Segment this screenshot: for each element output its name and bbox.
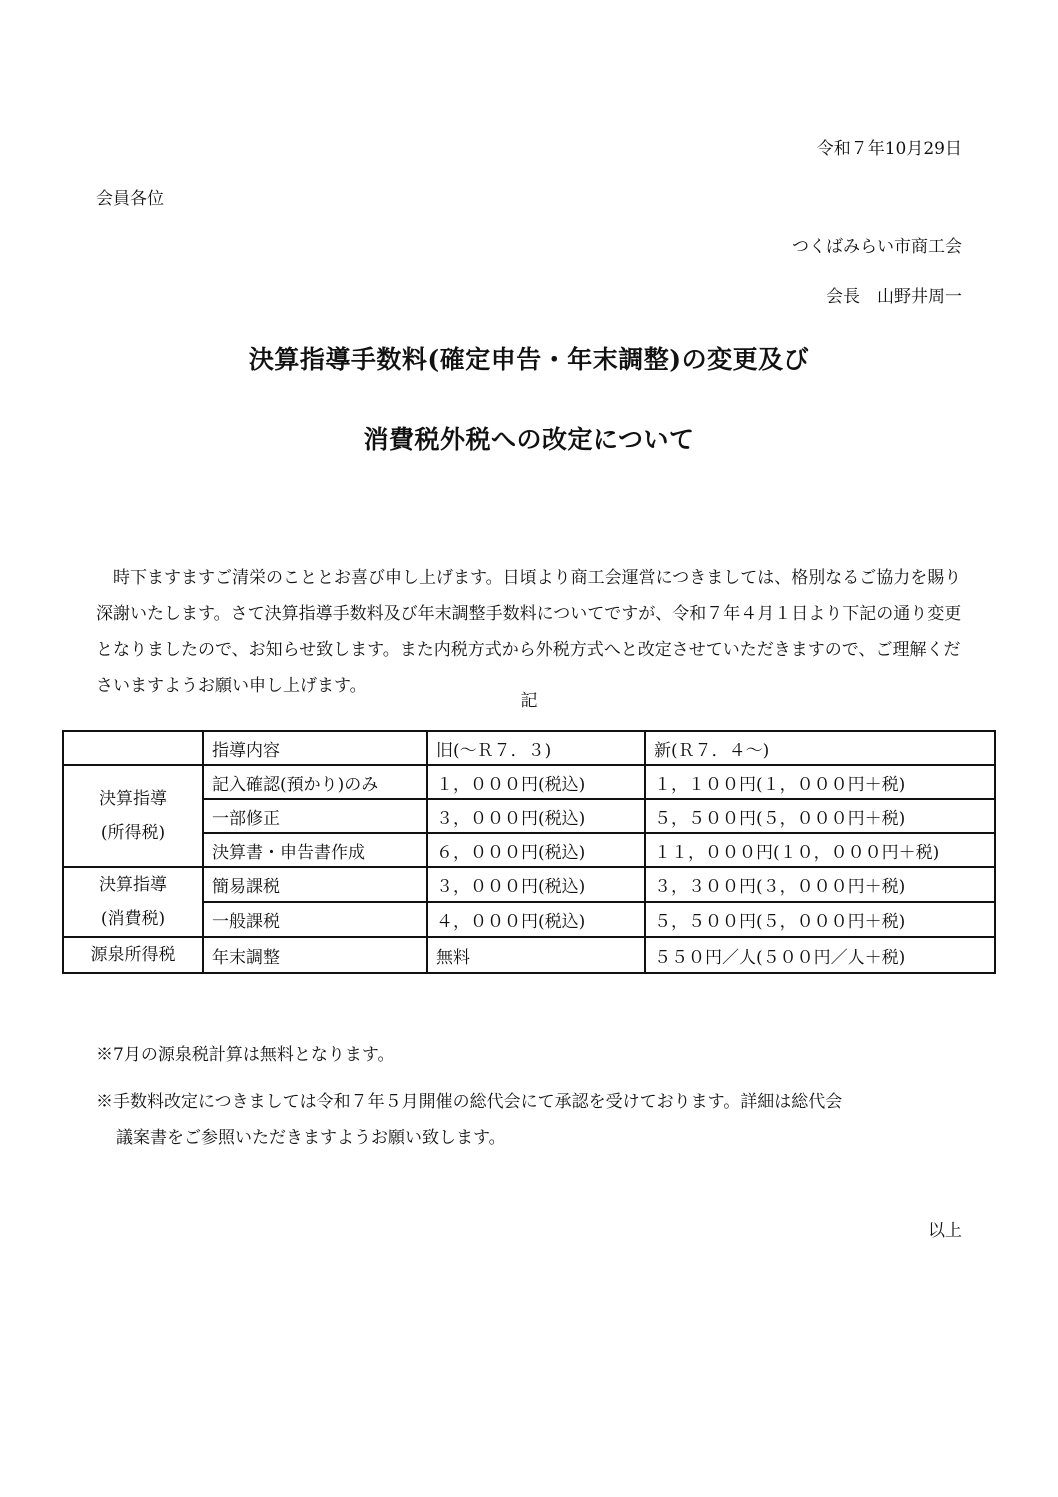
new-fee-cell: ５，５００円(５，０００円＋税) [645,799,995,833]
category-cell-consumption-tax [63,867,203,937]
table-row [63,799,995,833]
category-label: 決算指導 [99,789,167,809]
note-fee-revision [96,1084,966,1156]
table-row [63,867,995,902]
old-fee-cell: ３，０００円(税込) [427,799,645,833]
fee-table [62,730,996,974]
document-date: 令和７年10月29日 [816,139,962,159]
content-cell: 決算書・申告書作成 [203,833,427,867]
table-row [63,937,995,973]
new-fee-cell: ５５０円／人(５００円／人＋税) [645,937,995,973]
document-title-line-2: 消費税外税への改定について [363,425,695,454]
content-cell: 年末調整 [203,937,427,973]
old-fee-cell: ４，０００円(税込) [427,902,645,937]
header-cell-content: 指導内容 [203,731,427,765]
table-row [63,902,995,937]
category-label: 決算指導 [99,875,167,895]
category-cell-income-tax [63,765,203,867]
table-row [63,765,995,799]
old-fee-cell: ３，０００円(税込) [427,867,645,902]
document-title-line-1: 決算指導手数料(確定申告・年末調整)の変更及び [248,345,810,374]
body-paragraph: 時下ますますご清栄のこととお喜び申し上げます。日頃より商工会運営につきましては、格別なるご協力を賜り深謝いたします。さて決算指導手数料及び年末調整手数料についてですが、令和７年４月１日より下記の通り変更となりましたので、お知らせ致します。また内税方式から外税方式へと改定させていただきますので、ご理解くださいますようお願い申し上げます。 [96,568,962,696]
category-sublabel: (消費税) [100,909,166,929]
note-line-2: 議案書をご参照いただきますようお願い致します。 [116,1128,506,1148]
old-fee-cell: ６，０００円(税込) [427,833,645,867]
old-fee-cell: １，０００円(税込) [427,765,645,799]
content-cell: 記入確認(預かり)のみ [203,765,427,799]
new-fee-cell: １，１００円(１，０００円＋税) [645,765,995,799]
table-row [63,833,995,867]
content-cell: 簡易課税 [203,867,427,902]
note-july-withholding: ※7月の源泉税計算は無料となります。 [96,1045,395,1065]
old-fee-cell: 無料 [427,937,645,973]
header-cell-new: 新(Ｒ７．４～) [645,731,995,765]
header-cell-old: 旧(～Ｒ７．３) [427,731,645,765]
category-sublabel: (所得税) [100,823,166,843]
table-header-row [63,731,995,765]
content-cell: 一部修正 [203,799,427,833]
header-cell-category [63,731,203,765]
category-cell-withholding-tax [63,937,203,973]
ki-heading: 記 [520,691,538,711]
content-cell: 一般課税 [203,902,427,937]
note-line-1: ※手数料改定につきましては令和７年５月開催の総代会にて承認を受けております。詳細は総代会 [96,1092,843,1112]
sender-organization: つくばみらい市商工会 [792,237,962,257]
new-fee-cell: １１，０００円(１０，０００円＋税) [645,833,995,867]
sender-president: 会長 山野井周一 [826,287,962,307]
category-label: 源泉所得税 [90,945,176,965]
new-fee-cell: ５，５００円(５，０００円＋税) [645,902,995,937]
closing-mark: 以上 [928,1221,962,1241]
new-fee-cell: ３，３００円(３，０００円＋税) [645,867,995,902]
recipient: 会員各位 [96,189,164,209]
